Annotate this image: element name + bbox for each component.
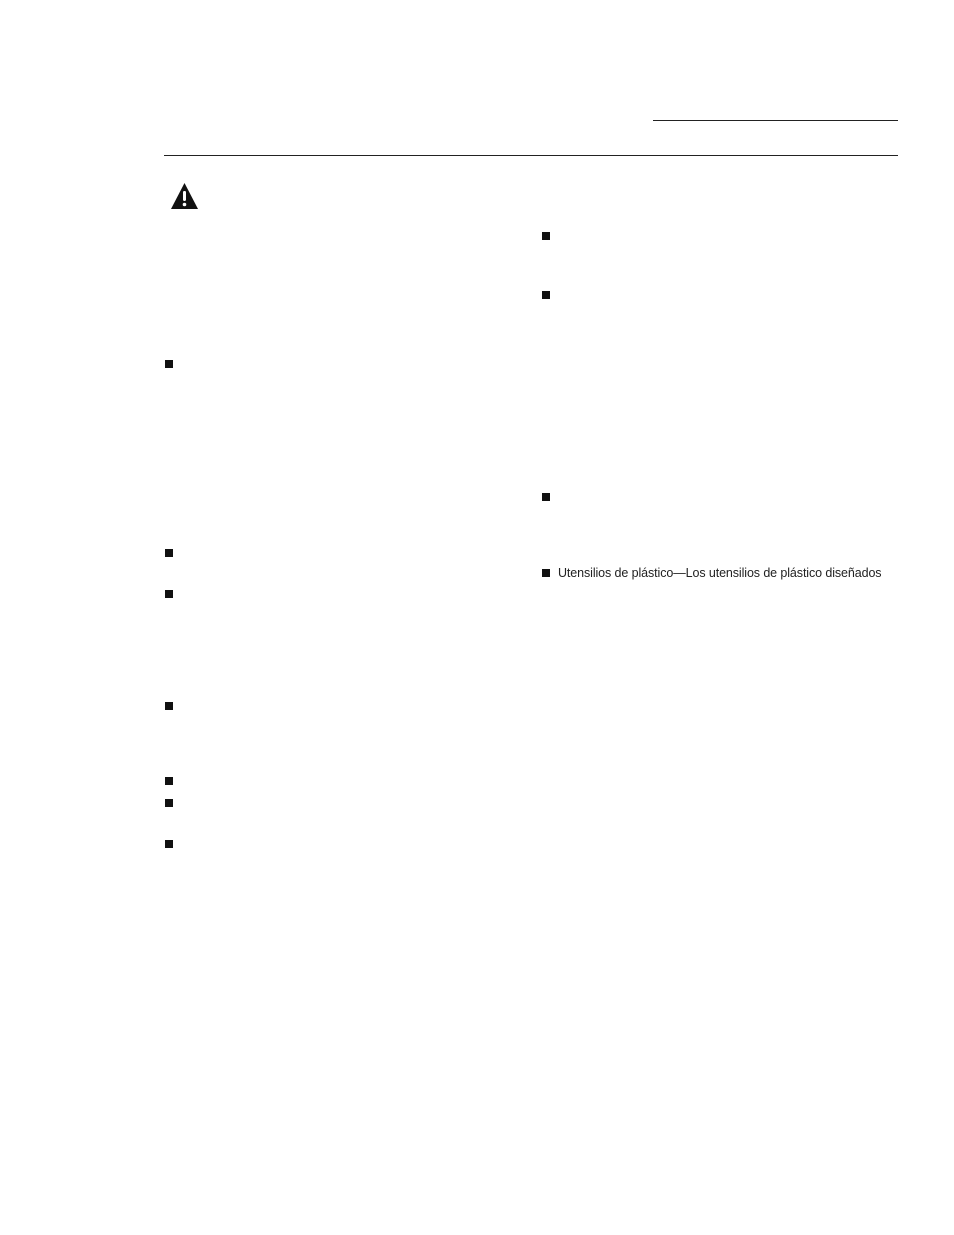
square-bullet-icon [165, 840, 173, 848]
square-bullet-icon [165, 799, 173, 807]
header-rule-short [653, 120, 898, 121]
square-bullet-icon [542, 569, 550, 577]
square-bullet-icon [165, 777, 173, 785]
warning-triangle-icon [170, 182, 199, 210]
square-bullet-icon [165, 549, 173, 557]
square-bullet-icon [542, 232, 550, 240]
square-bullet-icon [165, 360, 173, 368]
square-bullet-icon [165, 590, 173, 598]
square-bullet-icon [542, 291, 550, 299]
square-bullet-icon [542, 493, 550, 501]
plastic-utensils-item-text: Utensilios de plástico—Los utensilios de plástico diseñados [558, 566, 882, 580]
header-rule-long [164, 155, 898, 156]
square-bullet-icon [165, 702, 173, 710]
